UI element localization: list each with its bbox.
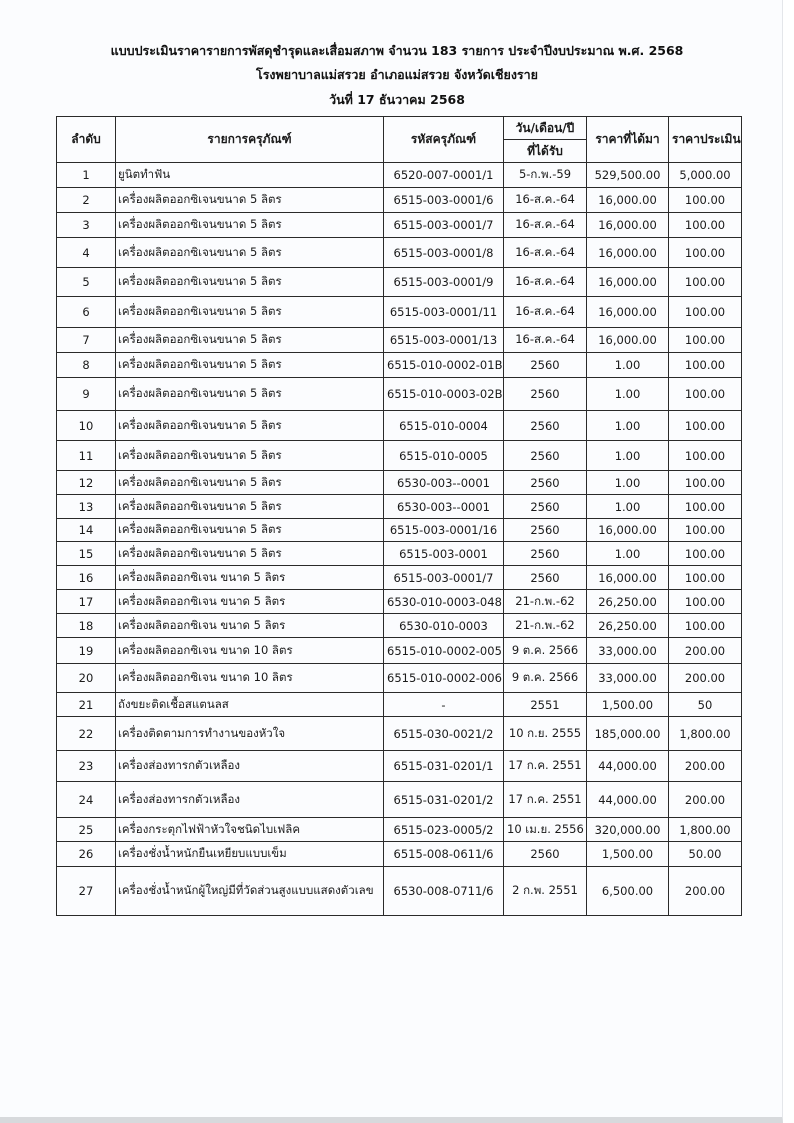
acquired-date-cell: 2560 — [504, 411, 587, 441]
acquired-date-cell: 16-ส.ค.-64 — [504, 188, 587, 213]
item-name-cell: เครื่องผลิตออกซิเจน ขนาด 5 ลิตร — [116, 566, 384, 590]
table-row — [57, 782, 742, 818]
evaluated-price-cell: 200.00 — [669, 638, 742, 664]
acquired-date-cell: 17 ก.ค. 2551 — [504, 751, 587, 782]
evaluated-price-cell: 100.00 — [669, 411, 742, 441]
table-row — [57, 495, 742, 519]
table-row — [57, 614, 742, 638]
row-number-cell: 26 — [57, 842, 116, 867]
acquired-price-cell: 1.00 — [587, 441, 669, 471]
row-number-cell: 17 — [57, 590, 116, 614]
acquired-date-cell: 2560 — [504, 842, 587, 867]
acquired-date-cell: 2560 — [504, 441, 587, 471]
acquired-price-cell: 320,000.00 — [587, 818, 669, 842]
asset-code-cell: 6530-003--0001 — [384, 495, 504, 519]
acquired-date-cell: 16-ส.ค.-64 — [504, 213, 587, 238]
acquired-price-cell: 1.00 — [587, 471, 669, 495]
acquired-price-cell: 26,250.00 — [587, 590, 669, 614]
evaluated-price-cell: 100.00 — [669, 519, 742, 542]
item-name-cell: เครื่องชั่งน้ำหนักผู้ใหญ่มีที่วัดส่วนสูงแบบแสดงตัวเลข — [116, 867, 384, 916]
acquired-price-cell: 26,250.00 — [587, 614, 669, 638]
asset-code-cell: 6515-023-0005/2 — [384, 818, 504, 842]
item-name-cell: เครื่องผลิตออกซิเจนขนาด 5 ลิตร — [116, 495, 384, 519]
row-number-cell: 12 — [57, 471, 116, 495]
acquired-date-cell: 16-ส.ค.-64 — [504, 297, 587, 328]
acquired-price-cell: 1.00 — [587, 353, 669, 378]
acquired-price-cell: 1,500.00 — [587, 842, 669, 867]
asset-code-cell: 6515-031-0201/2 — [384, 782, 504, 818]
table-row — [57, 378, 742, 411]
row-number-cell: 7 — [57, 328, 116, 353]
asset-code-cell: 6515-003-0001/9 — [384, 268, 504, 297]
item-name-cell: ถังขยะติดเชื้อสแตนลส — [116, 693, 384, 717]
asset-code-cell: 6515-003-0001/16 — [384, 519, 504, 542]
asset-code-cell: 6530-010-0003-048 — [384, 590, 504, 614]
row-number-cell: 3 — [57, 213, 116, 238]
asset-code-cell: 6515-008-0611/6 — [384, 842, 504, 867]
table-row — [57, 238, 742, 268]
acquired-price-cell: 44,000.00 — [587, 782, 669, 818]
acquired-date-cell: 17 ก.ค. 2551 — [504, 782, 587, 818]
row-number-cell: 24 — [57, 782, 116, 818]
item-name-cell: เครื่องส่องทารกตัวเหลือง — [116, 751, 384, 782]
evaluated-price-cell: 1,800.00 — [669, 717, 742, 751]
asset-code-cell: 6530-003--0001 — [384, 471, 504, 495]
acquired-date-cell: 2560 — [504, 495, 587, 519]
asset-code-cell: 6515-010-0002-01B — [384, 353, 504, 378]
asset-code-cell: 6530-008-0711/6 — [384, 867, 504, 916]
acquired-price-cell: 33,000.00 — [587, 664, 669, 693]
table-row — [57, 818, 742, 842]
table-header-row — [57, 117, 742, 140]
acquired-date-cell: 10 เม.ย. 2556 — [504, 818, 587, 842]
row-number-cell: 11 — [57, 441, 116, 471]
row-number-cell: 8 — [57, 353, 116, 378]
acquired-date-cell: 2560 — [504, 378, 587, 411]
item-name-cell: เครื่องผลิตออกซิเจนขนาด 5 ลิตร — [116, 441, 384, 471]
table-row — [57, 353, 742, 378]
acquired-date-cell: 21-ก.พ.-62 — [504, 590, 587, 614]
evaluated-price-cell: 200.00 — [669, 867, 742, 916]
acquired-price-cell: 6,500.00 — [587, 867, 669, 916]
item-name-cell: เครื่องผลิตออกซิเจนขนาด 5 ลิตร — [116, 238, 384, 268]
asset-code-cell: 6515-031-0201/1 — [384, 751, 504, 782]
item-name-cell: เครื่องผลิตออกซิเจนขนาด 5 ลิตร — [116, 378, 384, 411]
acquired-date-cell: 9 ต.ค. 2566 — [504, 638, 587, 664]
asset-code-cell: 6515-010-0003-02B — [384, 378, 504, 411]
table-row — [57, 411, 742, 441]
item-name-cell: เครื่องผลิตออกซิเจนขนาด 5 ลิตร — [116, 471, 384, 495]
row-number-cell: 25 — [57, 818, 116, 842]
item-name-cell: เครื่องผลิตออกซิเจน ขนาด 10 ลิตร — [116, 664, 384, 693]
hospital-name: โรงพยาบาลแม่สรวย อำเภอแม่สรวย จังหวัดเชียงราย — [256, 67, 538, 82]
acquired-date-cell: 2560 — [504, 566, 587, 590]
acquired-price-cell: 16,000.00 — [587, 297, 669, 328]
acquired-price-cell: 529,500.00 — [587, 163, 669, 188]
row-number-cell: 1 — [57, 163, 116, 188]
asset-code-cell: 6515-010-0002-006 — [384, 664, 504, 693]
asset-code-cell: 6515-003-0001/7 — [384, 213, 504, 238]
evaluated-price-cell: 100.00 — [669, 328, 742, 353]
acquired-price-cell: 44,000.00 — [587, 751, 669, 782]
table-row — [57, 542, 742, 566]
asset-code-cell: 6515-010-0002-005 — [384, 638, 504, 664]
row-number-cell: 16 — [57, 566, 116, 590]
acquired-price-cell: 16,000.00 — [587, 328, 669, 353]
asset-code-cell: 6515-010-0004 — [384, 411, 504, 441]
row-number-cell: 6 — [57, 297, 116, 328]
table-row — [57, 188, 742, 213]
item-name-cell: ยูนิตทำฟัน — [116, 163, 384, 188]
row-number-cell: 5 — [57, 268, 116, 297]
item-name-cell: เครื่องผลิตออกซิเจนขนาด 5 ลิตร — [116, 519, 384, 542]
table-row — [57, 590, 742, 614]
table-row — [57, 842, 742, 867]
asset-code-cell: 6515-030-0021/2 — [384, 717, 504, 751]
item-name-cell: เครื่องส่องทารกตัวเหลือง — [116, 782, 384, 818]
evaluated-price-cell: 100.00 — [669, 614, 742, 638]
acquired-date-cell: 16-ส.ค.-64 — [504, 268, 587, 297]
row-number-cell: 18 — [57, 614, 116, 638]
table-row — [57, 297, 742, 328]
item-name-cell: เครื่องผลิตออกซิเจนขนาด 5 ลิตร — [116, 297, 384, 328]
evaluated-price-cell: 50.00 — [669, 842, 742, 867]
header-item-name: รายการครุภัณฑ์ — [116, 117, 384, 163]
evaluated-price-cell: 100.00 — [669, 471, 742, 495]
evaluated-price-cell: 100.00 — [669, 268, 742, 297]
acquired-price-cell: 16,000.00 — [587, 213, 669, 238]
asset-code-cell: 6515-003-0001/11 — [384, 297, 504, 328]
asset-code-cell: 6515-003-0001/6 — [384, 188, 504, 213]
evaluated-price-cell: 200.00 — [669, 751, 742, 782]
asset-code-cell: 6520-007-0001/1 — [384, 163, 504, 188]
asset-code-cell: - — [384, 693, 504, 717]
table-row — [57, 638, 742, 664]
evaluated-price-cell: 5,000.00 — [669, 163, 742, 188]
table-row — [57, 664, 742, 693]
evaluated-price-cell: 1,800.00 — [669, 818, 742, 842]
acquired-price-cell: 16,000.00 — [587, 519, 669, 542]
row-number-cell: 19 — [57, 638, 116, 664]
table-row — [57, 268, 742, 297]
evaluated-price-cell: 100.00 — [669, 495, 742, 519]
header-asset-code: รหัสครุภัณฑ์ — [384, 117, 504, 163]
item-name-cell: เครื่องผลิตออกซิเจนขนาด 5 ลิตร — [116, 213, 384, 238]
asset-code-cell: 6515-003-0001/8 — [384, 238, 504, 268]
acquired-date-cell: 5-ก.พ.-59 — [504, 163, 587, 188]
table-row — [57, 519, 742, 542]
table-row — [57, 471, 742, 495]
evaluated-price-cell: 100.00 — [669, 378, 742, 411]
acquired-price-cell: 16,000.00 — [587, 238, 669, 268]
asset-code-cell: 6515-003-0001/13 — [384, 328, 504, 353]
evaluated-price-cell: 200.00 — [669, 782, 742, 818]
header-no: ลำดับ — [57, 117, 116, 163]
row-number-cell: 15 — [57, 542, 116, 566]
item-name-cell: เครื่องผลิตออกซิเจนขนาด 5 ลิตร — [116, 328, 384, 353]
header-evaluated-price: ราคาประเมิน — [669, 117, 742, 163]
row-number-cell: 14 — [57, 519, 116, 542]
table-row — [57, 566, 742, 590]
acquired-date-cell: 10 ก.ย. 2555 — [504, 717, 587, 751]
evaluated-price-cell: 100.00 — [669, 590, 742, 614]
acquired-price-cell: 1.00 — [587, 378, 669, 411]
row-number-cell: 27 — [57, 867, 116, 916]
row-number-cell: 9 — [57, 378, 116, 411]
table-row — [57, 441, 742, 471]
item-name-cell: เครื่องผลิตออกซิเจน ขนาด 10 ลิตร — [116, 638, 384, 664]
acquired-price-cell: 1.00 — [587, 411, 669, 441]
item-name-cell: เครื่องผลิตออกซิเจนขนาด 5 ลิตร — [116, 268, 384, 297]
evaluated-price-cell: 100.00 — [669, 566, 742, 590]
evaluated-price-cell: 100.00 — [669, 542, 742, 566]
evaluated-price-cell: 100.00 — [669, 238, 742, 268]
acquired-date-cell: 16-ส.ค.-64 — [504, 328, 587, 353]
table-row — [57, 213, 742, 238]
acquired-date-cell: 2560 — [504, 471, 587, 495]
item-name-cell: เครื่องผลิตออกซิเจนขนาด 5 ลิตร — [116, 188, 384, 213]
row-number-cell: 13 — [57, 495, 116, 519]
acquired-price-cell: 16,000.00 — [587, 566, 669, 590]
evaluated-price-cell: 100.00 — [669, 188, 742, 213]
table-row — [57, 751, 742, 782]
table-row — [57, 163, 742, 188]
header-date-bottom: ที่ได้รับ — [504, 140, 587, 163]
row-number-cell: 2 — [57, 188, 116, 213]
asset-code-cell: 6515-010-0005 — [384, 441, 504, 471]
item-name-cell: เครื่องผลิตออกซิเจน ขนาด 5 ลิตร — [116, 590, 384, 614]
document-title: แบบประเมินราคารายการพัสดุชำรุดและเสื่อมสภาพ จำนวน 183 รายการ ประจำปีงบประมาณ พ.ศ. 2568 — [110, 43, 684, 58]
acquired-date-cell: 2551 — [504, 693, 587, 717]
row-number-cell: 22 — [57, 717, 116, 751]
item-name-cell: เครื่องติดตามการทำงานของหัวใจ — [116, 717, 384, 751]
header-date-top: วัน/เดือน/ปี — [504, 117, 587, 140]
asset-code-cell: 6515-003-0001 — [384, 542, 504, 566]
acquired-price-cell: 16,000.00 — [587, 268, 669, 297]
acquired-price-cell: 16,000.00 — [587, 188, 669, 213]
document-date: วันที่ 17 ธันวาคม 2568 — [329, 92, 465, 107]
table-body — [57, 163, 742, 916]
evaluated-price-cell: 50 — [669, 693, 742, 717]
acquired-price-cell: 33,000.00 — [587, 638, 669, 664]
item-name-cell: เครื่องผลิตออกซิเจนขนาด 5 ลิตร — [116, 353, 384, 378]
row-number-cell: 23 — [57, 751, 116, 782]
item-name-cell: เครื่องผลิตออกซิเจน ขนาด 5 ลิตร — [116, 614, 384, 638]
acquired-date-cell: 2 ก.พ. 2551 — [504, 867, 587, 916]
acquired-price-cell: 1,500.00 — [587, 693, 669, 717]
item-name-cell: เครื่องกระตุกไฟฟ้าหัวใจชนิดไบเฟลิค — [116, 818, 384, 842]
table-row — [57, 693, 742, 717]
acquired-date-cell: 2560 — [504, 542, 587, 566]
evaluated-price-cell: 100.00 — [669, 353, 742, 378]
header-acquired-price: ราคาที่ได้มา — [587, 117, 669, 163]
row-number-cell: 10 — [57, 411, 116, 441]
row-number-cell: 4 — [57, 238, 116, 268]
row-number-cell: 20 — [57, 664, 116, 693]
acquired-price-cell: 185,000.00 — [587, 717, 669, 751]
table-row — [57, 717, 742, 751]
acquired-date-cell: 2560 — [504, 353, 587, 378]
item-name-cell: เครื่องชั่งน้ำหนักยืนเหยียบแบบเข็ม — [116, 842, 384, 867]
evaluated-price-cell: 200.00 — [669, 664, 742, 693]
acquired-price-cell: 1.00 — [587, 542, 669, 566]
item-name-cell: เครื่องผลิตออกซิเจนขนาด 5 ลิตร — [116, 542, 384, 566]
evaluated-price-cell: 100.00 — [669, 441, 742, 471]
acquired-date-cell: 9 ต.ค. 2566 — [504, 664, 587, 693]
table-row — [57, 328, 742, 353]
row-number-cell: 21 — [57, 693, 116, 717]
acquired-date-cell: 21-ก.พ.-62 — [504, 614, 587, 638]
evaluated-price-cell: 100.00 — [669, 297, 742, 328]
asset-code-cell: 6530-010-0003 — [384, 614, 504, 638]
acquired-price-cell: 1.00 — [587, 495, 669, 519]
item-name-cell: เครื่องผลิตออกซิเจนขนาด 5 ลิตร — [116, 411, 384, 441]
acquired-date-cell: 2560 — [504, 519, 587, 542]
evaluated-price-cell: 100.00 — [669, 213, 742, 238]
table-row — [57, 867, 742, 916]
asset-evaluation-table — [56, 116, 742, 916]
asset-code-cell: 6515-003-0001/7 — [384, 566, 504, 590]
acquired-date-cell: 16-ส.ค.-64 — [504, 238, 587, 268]
